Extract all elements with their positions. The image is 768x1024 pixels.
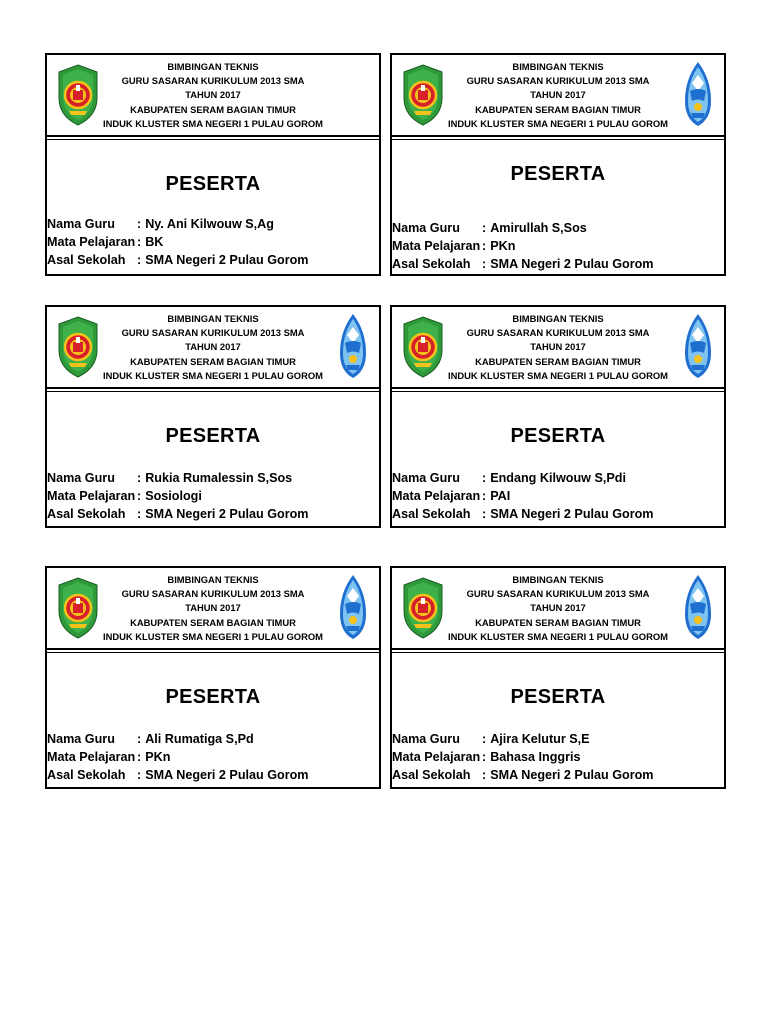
label-asal-sekolah: Asal Sekolah [47,507,126,521]
header-line-3: TAHUN 2017 [530,602,586,614]
row-nama-guru [47,215,309,233]
label-asal-sekolah: Asal Sekolah [47,253,126,267]
header-divider [47,391,379,392]
separator: : [482,507,487,521]
participant-info [47,469,309,523]
label-asal-sekolah: Asal Sekolah [47,768,126,782]
participant-card-2 [390,53,726,276]
separator: : [482,768,487,782]
participant-card-5 [45,566,381,789]
card-header [392,307,724,389]
participant-info [47,215,309,269]
row-asal-sekolah [392,255,654,273]
value-asal-sekolah: SMA Negeri 2 Pulau Gorom [145,253,309,267]
label-mata-pelajaran: Mata Pelajaran [392,239,481,253]
row-mata-pelajaran [47,487,309,505]
regency-emblem-icon [57,64,99,126]
header-line-5: INDUK KLUSTER SMA NEGERI 1 PULAU GOROM [448,369,668,381]
value-asal-sekolah: SMA Negeri 2 Pulau Gorom [145,507,309,521]
label-mata-pelajaran: Mata Pelajaran [47,235,136,249]
header-line-3: TAHUN 2017 [530,341,586,353]
row-nama-guru [392,469,654,487]
row-asal-sekolah [392,766,654,784]
separator: : [137,732,142,746]
header-divider [392,139,724,140]
label-mata-pelajaran: Mata Pelajaran [392,489,481,503]
row-mata-pelajaran [392,237,654,255]
header-line-3: TAHUN 2017 [530,89,586,101]
card-title: PESERTA [165,686,261,708]
header-line-2: GURU SASARAN KURIKULUM 2013 SMA [466,327,650,339]
participant-card-4 [390,305,726,528]
value-asal-sekolah: SMA Negeri 2 Pulau Gorom [145,768,309,782]
regency-emblem-icon [57,316,99,378]
card-header [47,568,379,650]
participant-info [392,730,654,784]
separator: : [482,732,487,746]
header-line-4: KABUPATEN SERAM BAGIAN TIMUR [130,616,296,628]
header-line-2: GURU SASARAN KURIKULUM 2013 SMA [466,75,650,87]
card-title: PESERTA [510,163,606,185]
header-line-1: BIMBINGAN TEKNIS [167,574,259,585]
header-line-3: TAHUN 2017 [185,341,241,353]
value-mata-pelajaran: PKn [490,239,516,253]
header-line-2: GURU SASARAN KURIKULUM 2013 SMA [466,588,650,600]
value-mata-pelajaran: BK [145,235,164,249]
header-divider [47,139,379,140]
card-title: PESERTA [510,686,606,708]
row-nama-guru [47,730,309,748]
label-asal-sekolah: Asal Sekolah [392,507,471,521]
tut-wuri-handayani-icon [684,61,712,127]
header-line-5: INDUK KLUSTER SMA NEGERI 1 PULAU GOROM [103,369,323,381]
separator: : [482,221,487,235]
separator: : [137,489,142,503]
label-mata-pelajaran: Mata Pelajaran [47,750,136,764]
label-nama-guru: Nama Guru [392,471,460,485]
card-title: PESERTA [165,425,261,447]
header-divider [392,652,724,653]
value-mata-pelajaran: Bahasa Inggris [490,750,581,764]
tut-wuri-handayani-icon [684,313,712,379]
value-nama-guru: Endang Kilwouw S,Pdi [490,471,626,485]
header-line-5: INDUK KLUSTER SMA NEGERI 1 PULAU GOROM [103,630,323,642]
header-line-4: KABUPATEN SERAM BAGIAN TIMUR [130,355,296,367]
tut-wuri-handayani-icon [684,574,712,640]
value-asal-sekolah: SMA Negeri 2 Pulau Gorom [490,257,654,271]
header-line-4: KABUPATEN SERAM BAGIAN TIMUR [130,103,296,115]
header-line-2: GURU SASARAN KURIKULUM 2013 SMA [121,75,305,87]
header-line-5: INDUK KLUSTER SMA NEGERI 1 PULAU GOROM [448,117,668,129]
participant-info [392,469,654,523]
separator: : [482,750,487,764]
regency-emblem-icon [402,316,444,378]
value-asal-sekolah: SMA Negeri 2 Pulau Gorom [490,768,654,782]
card-title: PESERTA [510,425,606,447]
participant-card-6 [390,566,726,789]
header-text [448,312,668,383]
value-mata-pelajaran: Sosiologi [145,489,202,503]
separator: : [137,471,142,485]
row-asal-sekolah [47,505,309,523]
row-mata-pelajaran [392,748,654,766]
value-mata-pelajaran: PKn [145,750,171,764]
separator: : [137,217,142,231]
label-asal-sekolah: Asal Sekolah [392,257,471,271]
header-divider [392,391,724,392]
value-nama-guru: Ny. Ani Kilwouw S,Ag [145,217,274,231]
row-nama-guru [47,469,309,487]
label-nama-guru: Nama Guru [392,221,460,235]
header-line-5: INDUK KLUSTER SMA NEGERI 1 PULAU GOROM [103,117,323,129]
regency-emblem-icon [402,64,444,126]
regency-emblem-icon [57,577,99,639]
header-text [103,573,323,644]
card-header [392,568,724,650]
header-line-2: GURU SASARAN KURIKULUM 2013 SMA [121,588,305,600]
label-nama-guru: Nama Guru [47,732,115,746]
header-line-1: BIMBINGAN TEKNIS [167,313,259,324]
regency-emblem-icon [402,577,444,639]
header-line-4: KABUPATEN SERAM BAGIAN TIMUR [475,355,641,367]
value-asal-sekolah: SMA Negeri 2 Pulau Gorom [490,507,654,521]
header-line-3: TAHUN 2017 [185,89,241,101]
separator: : [482,489,487,503]
row-asal-sekolah [47,251,309,269]
row-asal-sekolah [392,505,654,523]
separator: : [137,253,142,267]
row-asal-sekolah [47,766,309,784]
separator: : [482,257,487,271]
header-line-4: KABUPATEN SERAM BAGIAN TIMUR [475,103,641,115]
tut-wuri-handayani-icon [339,574,367,640]
participant-card-1 [45,53,381,276]
header-line-1: BIMBINGAN TEKNIS [512,61,604,72]
participant-info [392,219,654,273]
header-text [103,60,323,131]
header-divider [47,652,379,653]
label-mata-pelajaran: Mata Pelajaran [392,750,481,764]
label-nama-guru: Nama Guru [392,732,460,746]
label-asal-sekolah: Asal Sekolah [392,768,471,782]
header-text [448,60,668,131]
value-mata-pelajaran: PAI [490,489,511,503]
header-line-2: GURU SASARAN KURIKULUM 2013 SMA [121,327,305,339]
header-line-1: BIMBINGAN TEKNIS [512,574,604,585]
label-nama-guru: Nama Guru [47,217,115,231]
separator: : [137,235,142,249]
separator: : [482,471,487,485]
value-nama-guru: Ajira Kelutur S,E [490,732,590,746]
row-mata-pelajaran [392,487,654,505]
header-line-1: BIMBINGAN TEKNIS [167,61,259,72]
row-nama-guru [392,730,654,748]
card-title: PESERTA [165,173,261,195]
header-text [103,312,323,383]
row-mata-pelajaran [47,748,309,766]
participant-info [47,730,309,784]
header-line-4: KABUPATEN SERAM BAGIAN TIMUR [475,616,641,628]
header-line-3: TAHUN 2017 [185,602,241,614]
card-header [47,307,379,389]
header-text [448,573,668,644]
value-nama-guru: Ali Rumatiga S,Pd [145,732,254,746]
value-nama-guru: Rukia Rumalessin S,Sos [145,471,293,485]
card-header [47,55,379,137]
value-nama-guru: Amirullah S,Sos [490,221,587,235]
header-line-1: BIMBINGAN TEKNIS [512,313,604,324]
header-line-5: INDUK KLUSTER SMA NEGERI 1 PULAU GOROM [448,630,668,642]
separator: : [137,750,142,764]
separator: : [482,239,487,253]
label-nama-guru: Nama Guru [47,471,115,485]
card-header [392,55,724,137]
separator: : [137,768,142,782]
tut-wuri-handayani-icon [339,313,367,379]
row-mata-pelajaran [47,233,309,251]
participant-card-3 [45,305,381,528]
row-nama-guru [392,219,654,237]
label-mata-pelajaran: Mata Pelajaran [47,489,136,503]
separator: : [137,507,142,521]
